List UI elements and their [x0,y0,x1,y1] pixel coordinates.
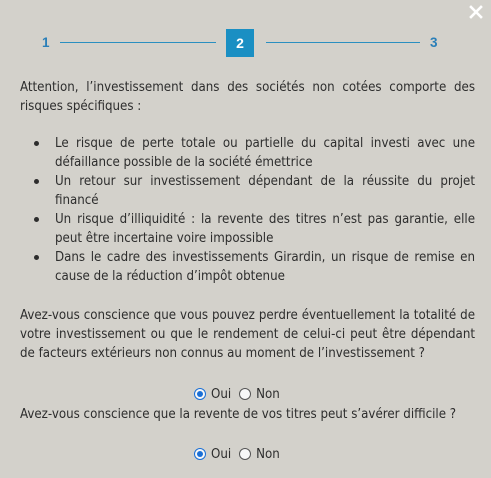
radio-label-oui: Oui [211,386,232,402]
step-2-active [226,29,254,57]
radio-non[interactable] [239,448,251,460]
list-item: Le risque de perte totale ou partielle du capital investi avec une défaillance possible de la société émettrice [55,136,475,170]
step-connector [266,42,420,43]
step-1: 1 [42,35,50,50]
answer-group-loss-awareness [194,385,288,403]
step-3: 3 [430,35,438,50]
risk-intro-text: Attention, l’investissement dans des sociétés non cotées comporte des risques spécifiques : [20,80,475,114]
step-connector [60,42,216,43]
risk-list [20,134,475,286]
radio-non[interactable] [239,388,251,400]
question-loss-awareness: Avez-vous conscience que vous pouvez perdre éventuellement la totalité de votre investissement ou que le rendement de celui-ci peut être dépendant de facteurs extérieurs non connus au moment de l’investissement ? [20,308,475,361]
radio-option-non[interactable] [239,447,280,462]
list-item: Un retour sur investissement dépendant de la réussite du projet financé [55,174,475,208]
question-resale-awareness: Avez-vous conscience que la revente de vos titres peut s’avérer difficile ? [20,407,457,422]
close-icon[interactable] [467,3,485,21]
radio-option-oui[interactable] [194,387,231,402]
step-2-label: 2 [236,35,244,51]
radio-option-oui[interactable] [194,447,231,462]
list-item: Un risque d’illiquidité : la revente des titres n’est pas garantie, elle peut être incertaine voire impossible [55,212,475,246]
radio-label-non: Non [256,386,280,402]
radio-oui-selected[interactable] [194,388,206,400]
list-item: Dans le cadre des investissements Girardin, un risque de remise en cause de la réduction d’impôt obtenue [55,250,475,284]
radio-oui-selected[interactable] [194,448,206,460]
radio-label-non: Non [256,446,280,462]
progress-stepper [0,29,491,57]
radio-label-oui: Oui [211,446,232,462]
radio-option-non[interactable] [239,387,280,402]
answer-group-resale-awareness [194,445,288,463]
